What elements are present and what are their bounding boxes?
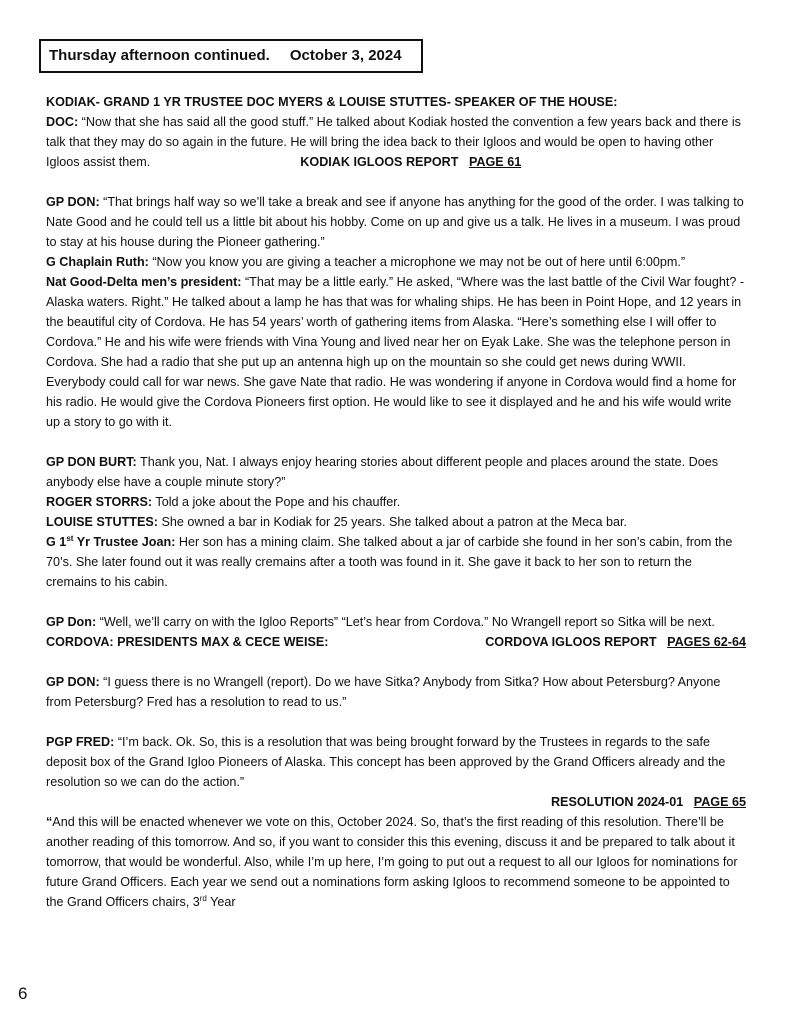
speaker-label: PGP FRED: bbox=[46, 735, 115, 749]
paragraph-gap bbox=[46, 652, 746, 672]
speaker-label: GP Don: bbox=[46, 615, 97, 629]
speaker-paragraph bbox=[46, 112, 746, 172]
speaker-label: G Chaplain Ruth: bbox=[46, 255, 149, 269]
paragraph-text: “I’m back. Ok. So, this is a resolution that was being brought forward by the Trustees in regards to the safe deposit box of the Grand Igloo Pioneers of Alaska. This concept has been approved by the Grand Officers already and the resolution so we can do the action.” bbox=[46, 735, 726, 789]
paragraph-text: “Now you know you are giving a teacher a microphone we may not be out of here until 6:00pm.” bbox=[148, 255, 686, 269]
speaker-label: G 1st Yr Trustee Joan: bbox=[46, 533, 176, 549]
speaker-paragraph bbox=[46, 672, 746, 712]
paragraph-gap bbox=[46, 592, 746, 612]
paragraph-text: “Well, we’ll carry on with the Igloo Reports” “Let’s hear from Cordova.” No Wrangell report so Sitka will be next. bbox=[96, 615, 715, 629]
paragraph-text: And this will be enacted whenever we vote on this, October 2024. So, that’s the first reading of this resolution. There’ll be another reading of this tomorrow. And so, if you want to consider this this evening, discuss it and be prepared to talk about it tomorrow, that would be wonderful. Also, while I’m up here, I’m going to put out a request to all our Igloos for nominations for future Grand Officers. Each year we send out a nominations form asking Igloos to recommend someone to be appointed to the Grand Officers chairs, 3rd Year bbox=[46, 815, 738, 909]
speaker-paragraph bbox=[46, 812, 746, 912]
speaker-paragraph bbox=[46, 612, 746, 632]
report-reference-page: PAGES 62-64 bbox=[667, 635, 746, 649]
speaker-paragraph bbox=[46, 252, 746, 272]
report-reference-page: PAGE 65 bbox=[693, 795, 746, 809]
speaker-paragraph bbox=[46, 492, 746, 512]
paragraph-text: Told a joke about the Pope and his chauffer. bbox=[152, 495, 401, 509]
speaker-label: “ bbox=[46, 815, 53, 829]
paragraph-text: “I guess there is no Wrangell (report). Do we have Sitka? Anybody from Sitka? How about Petersburg? Anyone from Petersburg? Fred has a resolution to read to us.” bbox=[46, 675, 721, 709]
paragraph-text: “That brings half way so we’ll take a break and see if anyone has anything for the good of the order. I was talking to Nate Good and he could tell us a little bit about his hobby. Come on up and give us a talk. He lives in a museum. I was proud to stay at his house during the Pioneer gathering.” bbox=[46, 195, 744, 249]
section-heading bbox=[46, 92, 746, 112]
report-reference-label: KODIAK IGLOOS REPORT bbox=[300, 155, 459, 169]
paragraph-text: Her son has a mining claim. She talked about a jar of carbide she found in her son’s cabin, from the 70’s. She later found out it was really cremains after a tooth was found in it. She gave it back to her son to return the cremains to his cabin. bbox=[46, 535, 733, 589]
speaker-paragraph bbox=[46, 192, 746, 252]
report-reference-label: RESOLUTION 2024-01 bbox=[550, 795, 684, 809]
speaker-paragraph bbox=[46, 532, 746, 592]
paragraph-text: Thank you, Nat. I always enjoy hearing stories about different people and places around the state. Does anybody else have a couple minute story?” bbox=[46, 455, 719, 489]
report-reference-label: CORDOVA IGLOOS REPORT bbox=[485, 635, 657, 649]
report-reference bbox=[485, 632, 746, 652]
speaker-label: Nat Good-Delta men’s president: bbox=[46, 275, 242, 289]
paragraph-gap bbox=[46, 432, 746, 452]
heading-text: CORDOVA: PRESIDENTS MAX & CECE WEISE: bbox=[46, 635, 329, 649]
speaker-label: LOUISE STUTTES: bbox=[46, 515, 158, 529]
section-title: Thursday afternoon continued. bbox=[49, 47, 270, 64]
section-header bbox=[39, 39, 423, 73]
speaker-paragraph bbox=[46, 452, 746, 492]
paragraph-gap bbox=[46, 172, 746, 192]
paragraph-text: “Now that she has said all the good stuff.” He talked about Kodiak hosted the convention a few years back and there is talk that they may do so again in the future. He will bring the idea back to their Igloos and would be open to having other Igloos assist them. bbox=[46, 115, 741, 169]
minutes-body bbox=[46, 92, 746, 912]
paragraph-text: “That may be a little early.” He asked, “Where was the last battle of the Civil War fought? - Alaska waters. Right.” He talked about a lamp he has that was for whaling ships. He has been in Point Hope, and 12 years in the beautiful city of Cordova. He has 54 years’ worth of gathering items from Alaska. “Here’s something else I will offer to Cordova.” He and his wife were friends with Vina Young and lived near her on Eyak Lake. She was the telephone person in Cordova. She had a radio that she put up an antenna high up on the mountain so she could get news during WWII. Everybody could call for war news. She gave Nate that radio. He was wondering if anyone in Cordova would find a home for his radio. He would give the Cordova Pioneers first option. He would like to see it displayed and he and his wife would write up a story to go with it. bbox=[46, 275, 745, 429]
paragraph-text: She owned a bar in Kodiak for 25 years. She talked about a patron at the Meca bar. bbox=[157, 515, 628, 529]
speaker-paragraph bbox=[46, 512, 746, 532]
speaker-label: ROGER STORRS: bbox=[46, 495, 153, 509]
section-heading bbox=[46, 632, 746, 652]
heading-text: KODIAK- GRAND 1 YR TRUSTEE DOC MYERS & LOUISE STUTTES- SPEAKER OF THE HOUSE: bbox=[46, 95, 618, 109]
speaker-label: DOC: bbox=[46, 115, 79, 129]
speaker-paragraph bbox=[46, 732, 746, 792]
page-number: 6 bbox=[18, 984, 28, 1003]
speaker-label: GP DON: bbox=[46, 195, 100, 209]
report-reference bbox=[300, 152, 521, 172]
section-date: October 3, 2024 bbox=[289, 47, 402, 64]
report-reference-page: PAGE 61 bbox=[468, 155, 522, 169]
speaker-paragraph bbox=[46, 272, 746, 432]
speaker-label: GP DON: bbox=[46, 675, 100, 689]
paragraph-gap bbox=[46, 712, 746, 732]
reference-line bbox=[46, 792, 746, 812]
speaker-label: GP DON BURT: bbox=[46, 455, 137, 469]
